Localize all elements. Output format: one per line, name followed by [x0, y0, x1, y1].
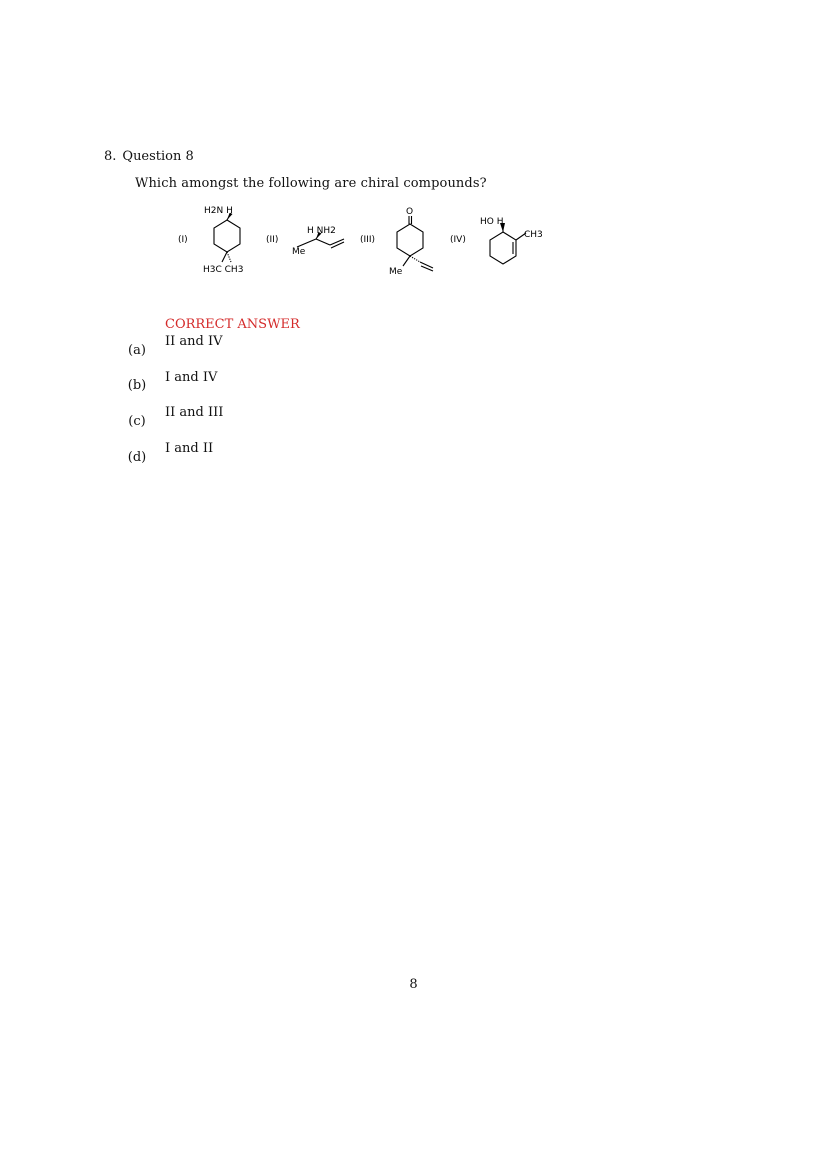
- structure-3-ring: [397, 224, 423, 256]
- option-c-text: II and III: [165, 405, 224, 420]
- structure-3-bottom-substituent: Me: [389, 267, 403, 277]
- question-text: Which amongst the following are chiral compounds?: [135, 176, 487, 191]
- question-number: 8.: [104, 149, 117, 164]
- structure-2-top-substituents: H NH2: [307, 226, 336, 236]
- structure-1-ring: [214, 220, 240, 252]
- structure-3-top-substituent: O: [406, 207, 414, 217]
- structure-3-label: (III): [360, 235, 375, 245]
- structure-1-top-substituents: H2N H: [204, 206, 233, 216]
- structure-2-label: (II): [266, 235, 279, 245]
- option-a-text: II and IV: [165, 334, 223, 349]
- structure-4-label: (IV): [450, 235, 466, 245]
- page-number: 8: [409, 977, 418, 992]
- structure-2-left-substituent: Me: [292, 247, 306, 257]
- structure-1-label: (I): [178, 235, 188, 245]
- structure-4-top-substituents: HO H: [480, 217, 504, 227]
- option-c: [117, 414, 157, 429]
- option-letter: (c): [128, 414, 146, 429]
- option-b-text: I and IV: [165, 370, 218, 385]
- structure-4-ring: [490, 232, 516, 264]
- structure-4-side-substituent: CH3: [524, 230, 543, 240]
- question-heading: [104, 149, 200, 164]
- option-a: [117, 343, 157, 358]
- structure-1-bottom-substituents: H3C CH3: [203, 265, 244, 275]
- option-d-text: I and II: [165, 441, 214, 456]
- option-letter: (b): [127, 378, 147, 393]
- option-letter: (d): [127, 450, 147, 465]
- option-b: [117, 378, 157, 393]
- chemical-structures-figure: [170, 202, 560, 288]
- option-d: [117, 450, 157, 465]
- question-title: Question 8: [122, 149, 194, 164]
- correct-answer-label: CORRECT ANSWER: [165, 317, 300, 332]
- option-letter: (a): [128, 343, 146, 358]
